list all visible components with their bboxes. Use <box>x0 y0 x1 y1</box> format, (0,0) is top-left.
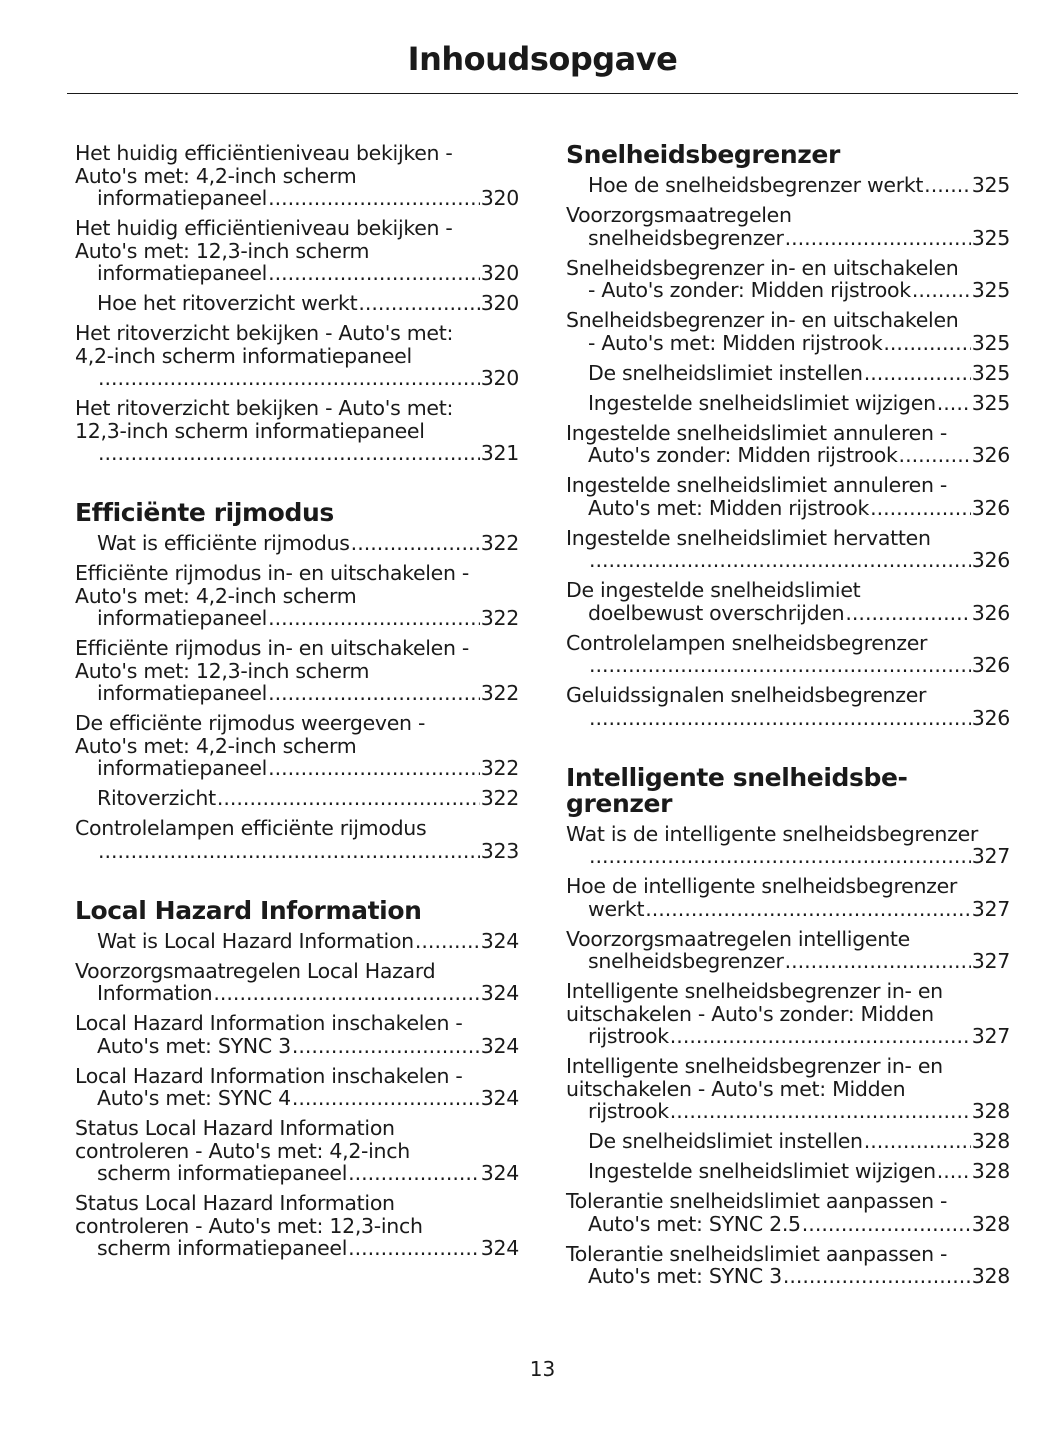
toc-entry-text: - Auto's met: Midden rijstrook <box>588 330 883 355</box>
toc-entry-leader-line <box>588 1130 1010 1153</box>
toc-entry-text: Het ritoverzicht bekijken - Auto's met: <box>75 396 454 420</box>
toc-entry-text: Auto's met: SYNC 3 <box>97 1033 291 1058</box>
dot-leader <box>645 898 971 921</box>
toc-entry[interactable] <box>75 930 519 953</box>
toc-entry[interactable] <box>75 960 519 1005</box>
toc-page-number: 327 <box>971 844 1010 868</box>
toc-entry[interactable] <box>566 875 1010 920</box>
toc-entry-text: Wat is Local Hazard Information <box>97 928 414 953</box>
toc-entry-text: controleren - Auto's met: 12,3-inch <box>75 1213 423 1238</box>
dot-leader <box>670 1025 971 1048</box>
dot-leader <box>213 982 479 1005</box>
toc-entry-leader-line <box>97 607 519 630</box>
toc-entry[interactable] <box>566 257 1010 302</box>
toc-entry-text: Het ritoverzicht bekijken - Auto's met: <box>75 321 454 345</box>
toc-entry-text: 12,3-inch scherm informatiepaneel <box>75 418 425 443</box>
toc-entry[interactable] <box>75 712 519 780</box>
toc-entry-text: doelbewust overschrijden <box>588 600 845 625</box>
toc-page-number: 328 <box>971 1129 1010 1153</box>
toc-entry-text: Efficiënte rijmodus in- en uitschakelen - <box>75 636 469 660</box>
toc-entry[interactable] <box>566 684 1010 729</box>
toc-entry[interactable] <box>566 1243 1010 1288</box>
toc-entry-text: Auto's met: Midden rijstrook <box>588 495 870 520</box>
toc-entry-leader-line <box>97 1035 519 1058</box>
toc-entry-leader-line <box>588 174 1010 197</box>
title-divider <box>67 93 1018 94</box>
toc-entry-text: informatiepaneel <box>97 261 268 285</box>
toc-entry[interactable] <box>566 362 1010 385</box>
toc-page-number: 325 <box>971 360 1010 385</box>
toc-page-number: 320 <box>480 291 519 315</box>
toc-entry-text: Wat is efficiënte rijmodus <box>97 531 350 555</box>
toc-entry-text: Ingestelde snelheidslimiet annuleren - <box>566 420 947 445</box>
toc-entry-text: De snelheidslimiet instellen <box>588 1129 863 1153</box>
toc-entry-text: werkt <box>588 896 645 921</box>
toc-entry-text: Status Local Hazard Information <box>75 1116 395 1140</box>
dot-leader <box>912 279 971 302</box>
toc-entry-leader-line <box>588 227 1010 250</box>
toc-entry-text: Hoe de snelheidsbegrenzer werkt <box>588 173 924 197</box>
toc-entry-text: snelheidsbegrenzer <box>588 949 784 973</box>
dot-leader <box>292 1087 480 1110</box>
toc-entry-text: informatiepaneel <box>97 186 268 210</box>
dot-leader <box>785 227 971 250</box>
toc-page-number: 326 <box>971 653 1010 677</box>
toc-entry-leader-line <box>588 444 1010 467</box>
toc-entry[interactable] <box>75 142 519 210</box>
toc-entry-leader-line <box>97 187 519 210</box>
dot-leader <box>937 392 971 415</box>
toc-entry-leader-line <box>97 367 519 390</box>
toc-page-number: 328 <box>971 1211 1010 1236</box>
dot-leader <box>415 930 480 953</box>
toc-entry-text: 4,2-inch scherm informatiepaneel <box>75 343 412 368</box>
toc-entry-leader-line <box>588 1160 1010 1183</box>
toc-entry[interactable] <box>75 1012 519 1057</box>
toc-entry[interactable] <box>566 527 1010 572</box>
section-heading-line: Efficiënte rijmodus <box>75 498 334 527</box>
toc-entry-leader-line <box>588 279 1010 302</box>
toc-entry[interactable] <box>566 1055 1010 1123</box>
toc-entry-text: scherm informatiepaneel <box>97 1236 348 1260</box>
toc-page-number: 326 <box>971 548 1010 572</box>
toc-entry-leader-line <box>588 332 1010 355</box>
toc-entry-text: Intelligente snelheidsbegrenzer in- en <box>566 979 943 1003</box>
toc-entry-text: controleren - Auto's met: 4,2-inch <box>75 1138 410 1163</box>
toc-entry-leader-line <box>588 549 1010 572</box>
toc-entry-text: Hoe het ritoverzicht werkt <box>97 291 358 315</box>
toc-entry[interactable] <box>75 562 519 630</box>
toc-entry-text: Controlelampen snelheidsbegrenzer <box>566 630 928 655</box>
toc-entry-text: informatiepaneel <box>97 606 268 630</box>
toc-entry[interactable] <box>566 422 1010 467</box>
dot-leader <box>268 757 480 780</box>
page-number: 13 <box>529 1357 556 1381</box>
toc-page-number: 322 <box>480 786 519 810</box>
section-heading-line: grenzer <box>566 788 673 818</box>
dot-leader <box>268 187 480 210</box>
toc-entry-text: Auto's met: 4,2-inch scherm <box>75 163 357 188</box>
dot-leader <box>217 787 480 810</box>
dot-leader <box>785 950 971 973</box>
toc-page-number: 322 <box>480 681 519 705</box>
toc-entry-leader-line <box>588 1265 1010 1288</box>
toc-entry-leader-line <box>588 1025 1010 1048</box>
toc-entry-text: Voorzorgsmaatregelen Local Hazard <box>75 958 436 983</box>
toc-entry[interactable] <box>566 474 1010 519</box>
toc-entry-text: Intelligente snelheidsbegrenzer in- en <box>566 1054 943 1078</box>
toc-entry[interactable] <box>75 787 519 810</box>
dot-leader <box>589 549 971 572</box>
dot-leader <box>783 1265 971 1288</box>
toc-entry-text: Auto's zonder: Midden rijstrook <box>588 443 898 467</box>
toc-entry-leader-line <box>97 292 519 315</box>
toc-entry-text: Local Hazard Information inschakelen - <box>75 1063 463 1088</box>
toc-entry[interactable] <box>566 309 1010 354</box>
toc-entry-text: Ingestelde snelheidslimiet annuleren - <box>566 473 947 497</box>
toc-entry-text: Ingestelde snelheidslimiet wijzigen <box>588 1159 936 1183</box>
toc-entry-leader-line <box>588 898 1010 921</box>
toc-entry-leader-line <box>588 1100 1010 1123</box>
toc-entry-leader-line <box>588 845 1010 868</box>
toc-entry[interactable] <box>75 322 519 390</box>
toc-entry-text: De ingestelde snelheidslimiet <box>566 578 861 602</box>
toc-entry-leader-line <box>97 982 519 1005</box>
toc-entry-leader-line <box>97 442 519 465</box>
toc-entry-text: Efficiënte rijmodus in- en uitschakelen - <box>75 561 469 585</box>
toc-entry-text: Tolerantie snelheidslimiet aanpassen - <box>566 1241 948 1266</box>
toc-entry-text: Wat is de intelligente snelheidsbegrenzer <box>566 821 979 846</box>
toc-entry-text: Ingestelde snelheidslimiet hervatten <box>566 525 931 550</box>
toc-entry[interactable] <box>566 174 1010 197</box>
toc-entry[interactable] <box>566 1160 1010 1183</box>
toc-page-number: 324 <box>480 1033 519 1058</box>
dot-leader <box>883 332 970 355</box>
toc-page-number: 325 <box>971 173 1010 197</box>
dot-leader <box>937 1160 971 1183</box>
dot-leader <box>924 174 971 197</box>
toc-page-number: 327 <box>971 896 1010 921</box>
toc-entry-text: Auto's met: SYNC 2.5 <box>588 1211 801 1236</box>
toc-entry[interactable] <box>75 817 519 862</box>
toc-entry-leader-line <box>588 950 1010 973</box>
dot-leader <box>358 292 479 315</box>
section-heading-intelligente-snelheidsbe-grenzer <box>566 762 1010 818</box>
toc-entry[interactable] <box>75 1192 519 1260</box>
toc-entry-text: rijstrook <box>588 1099 669 1123</box>
toc-page-number: 328 <box>971 1264 1010 1288</box>
dot-leader <box>98 442 480 465</box>
dot-leader <box>268 682 480 705</box>
toc-page-number: 322 <box>480 756 519 780</box>
toc-entry-leader-line <box>588 707 1010 730</box>
toc-entry-text: snelheidsbegrenzer <box>588 225 784 250</box>
toc-page-number: 324 <box>480 981 519 1005</box>
toc-entry-text: Snelheidsbegrenzer in- en uitschakelen <box>566 308 959 332</box>
dot-leader <box>864 1130 971 1153</box>
section-heading-line: Snelheidsbegrenzer <box>566 140 840 169</box>
dot-leader <box>268 607 480 630</box>
toc-entry-text: Controlelampen efficiënte rijmodus <box>75 816 427 840</box>
toc-entry-leader-line <box>97 532 519 555</box>
dot-leader <box>348 1162 480 1185</box>
toc-page-number: 326 <box>971 600 1010 625</box>
dot-leader <box>589 654 971 677</box>
toc-entry[interactable] <box>75 217 519 285</box>
toc-entry-text: Snelheidsbegrenzer in- en uitschakelen <box>566 255 959 280</box>
toc-entry-leader-line <box>588 602 1010 625</box>
toc-entry-text: De snelheidslimiet instellen <box>588 360 863 385</box>
toc-page-number: 326 <box>971 705 1010 730</box>
toc-entry-leader-line <box>588 392 1010 415</box>
toc-entry[interactable] <box>566 1130 1010 1153</box>
toc-page-number: 325 <box>971 390 1010 415</box>
toc-entry-text: Local Hazard Information inschakelen - <box>75 1011 463 1035</box>
toc-page-number: 326 <box>971 443 1010 467</box>
dot-leader <box>589 707 971 730</box>
toc-entry[interactable] <box>75 397 519 465</box>
section-heading-line: Local Hazard Information <box>75 895 422 925</box>
toc-right-column <box>566 142 1010 1295</box>
toc-page-number: 323 <box>480 838 519 863</box>
toc-entry[interactable] <box>566 1190 1010 1235</box>
section-heading-effici-nte-rijmodus <box>75 500 519 526</box>
toc-entry[interactable] <box>566 579 1010 624</box>
dot-leader <box>802 1213 971 1236</box>
toc-entry-leader-line <box>97 787 519 810</box>
toc-entry-text: Auto's met: SYNC 3 <box>588 1264 782 1288</box>
toc-entry-leader-line <box>97 757 519 780</box>
toc-page-number: 325 <box>971 278 1010 302</box>
dot-leader <box>98 840 480 863</box>
toc-page-number: 322 <box>480 531 519 555</box>
dot-leader <box>351 532 480 555</box>
toc-entry[interactable] <box>566 980 1010 1048</box>
dot-leader <box>348 1237 480 1260</box>
toc-page-number: 322 <box>480 606 519 630</box>
toc-entry-text: scherm informatiepaneel <box>97 1161 348 1185</box>
toc-entry-text: Ingestelde snelheidslimiet wijzigen <box>588 390 936 415</box>
toc-page-number: 324 <box>480 1161 519 1185</box>
toc-entry-text: Geluidssignalen snelheidsbegrenzer <box>566 683 927 707</box>
dot-leader <box>268 262 480 285</box>
toc-page-number: 326 <box>971 495 1010 520</box>
toc-page-number: 328 <box>971 1099 1010 1123</box>
dot-leader <box>292 1035 480 1058</box>
section-spacer <box>566 737 1010 765</box>
toc-entry-text: informatiepaneel <box>97 681 268 705</box>
toc-entry[interactable] <box>566 632 1010 677</box>
toc-entry-text: Het huidig efficiëntieniveau bekijken - <box>75 216 453 240</box>
toc-entry[interactable] <box>75 1065 519 1110</box>
toc-entry-leader-line <box>97 1087 519 1110</box>
toc-page-number: 327 <box>971 1024 1010 1048</box>
toc-entry-text: Status Local Hazard Information <box>75 1191 395 1215</box>
toc-page-number: 320 <box>480 366 519 390</box>
section-spacer <box>75 870 519 898</box>
section-heading-snelheidsbegrenzer <box>566 142 1010 168</box>
toc-page-number: 320 <box>480 261 519 285</box>
toc-page-number: 327 <box>971 949 1010 973</box>
toc-entry-leader-line <box>588 497 1010 520</box>
toc-entry-text: - Auto's zonder: Midden rijstrook <box>588 278 911 302</box>
toc-entry-text: Ritoverzicht <box>97 786 216 810</box>
toc-entry-text: Tolerantie snelheidslimiet aanpassen - <box>566 1189 948 1213</box>
toc-entry-leader-line <box>588 1213 1010 1236</box>
toc-entry-text: Information <box>97 981 213 1005</box>
toc-page-number: 321 <box>480 441 519 465</box>
dot-leader <box>870 497 971 520</box>
toc-entry-text: De efficiënte rijmodus weergeven - <box>75 711 426 735</box>
dot-leader <box>845 602 970 625</box>
dot-leader <box>670 1100 971 1123</box>
toc-page-number: 324 <box>480 1086 519 1110</box>
dot-leader <box>899 444 971 467</box>
toc-page-number: 328 <box>971 1159 1010 1183</box>
toc-entry[interactable] <box>566 204 1010 249</box>
toc-entry[interactable] <box>566 823 1010 868</box>
toc-page-number: 325 <box>971 330 1010 355</box>
toc-entry-text: Hoe de intelligente snelheidsbegrenzer <box>566 874 958 898</box>
dot-leader <box>589 845 971 868</box>
toc-entry-text: informatiepaneel <box>97 756 268 780</box>
toc-entry[interactable] <box>75 532 519 555</box>
toc-entry-text: Auto's met: 12,3-inch scherm <box>75 658 370 683</box>
toc-entry-text: Auto's met: 4,2-inch scherm <box>75 733 357 758</box>
toc-entry-text: Het huidig efficiëntieniveau bekijken - <box>75 141 453 165</box>
toc-left-column <box>75 142 519 1267</box>
toc-entry-leader-line <box>97 930 519 953</box>
section-heading-line: Intelligente snelheidsbe- <box>566 762 908 792</box>
toc-entry[interactable] <box>566 392 1010 415</box>
section-heading-local-hazard-information <box>75 895 519 925</box>
toc-entry-leader-line <box>588 362 1010 385</box>
toc-entry-text: uitschakelen - Auto's met: Midden <box>566 1076 906 1101</box>
toc-entry-text: rijstrook <box>588 1024 669 1048</box>
toc-entry[interactable] <box>566 928 1010 973</box>
toc-entry-leader-line <box>97 682 519 705</box>
toc-page-number: 320 <box>480 186 519 210</box>
toc-entry[interactable] <box>75 1117 519 1185</box>
toc-entry-text: uitschakelen - Auto's zonder: Midden <box>566 1001 934 1026</box>
section-spacer <box>75 472 519 500</box>
toc-entry-text: Auto's met: 12,3-inch scherm <box>75 238 370 263</box>
toc-page-number: 324 <box>480 928 519 953</box>
toc-entry-leader-line <box>97 1237 519 1260</box>
dot-leader <box>98 367 480 390</box>
toc-entry-leader-line <box>97 262 519 285</box>
toc-page-number: 325 <box>971 225 1010 250</box>
toc-page-number: 324 <box>480 1236 519 1260</box>
toc-entry[interactable] <box>75 637 519 705</box>
toc-entry-leader-line <box>588 654 1010 677</box>
page-title: Inhoudsopgave <box>407 40 678 78</box>
toc-entry[interactable] <box>75 292 519 315</box>
toc-entry-text: Auto's met: SYNC 4 <box>97 1086 291 1110</box>
toc-entry-leader-line <box>97 840 519 863</box>
toc-entry-text: Voorzorgsmaatregelen <box>566 203 792 227</box>
dot-leader <box>864 362 971 385</box>
toc-entry-leader-line <box>97 1162 519 1185</box>
toc-entry-text: Auto's met: 4,2-inch scherm <box>75 583 357 608</box>
toc-entry-text: Voorzorgsmaatregelen intelligente <box>566 926 910 951</box>
